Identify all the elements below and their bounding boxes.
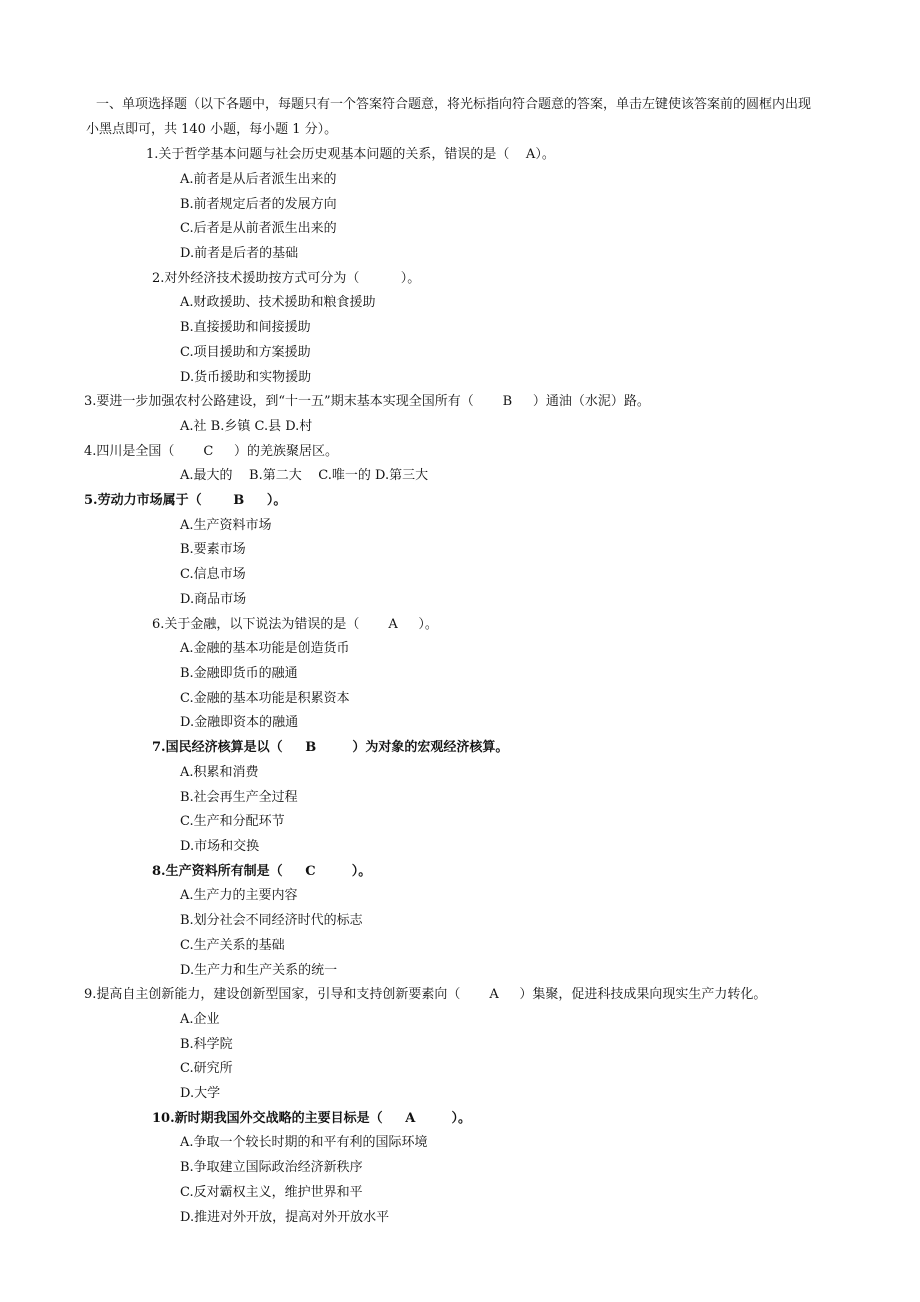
question-5-option-c: C.信息市场 [180,567,246,582]
question-8-option-a: A.生产力的主要内容 [180,888,298,903]
question-10-option-c: C.反对霸权主义，维护世界和平 [180,1185,363,1200]
question-1-option-a: A.前者是从后者派生出来的 [180,172,337,187]
question-1-option-c: C.后者是从前者派生出来的 [180,221,337,236]
question-3-stem: 3.要进一步加强农村公路建设，到“十一五”期末基本实现全国所有（ B ）通油（水泥）路。 [84,394,650,409]
question-10-option-d: D.推进对外开放，提高对外开放水平 [180,1210,390,1225]
section-heading-continued: 小黑点即可，共 140 小题，每小题 1 分）。 [86,122,338,137]
question-6-option-d: D.金融即资本的融通 [180,715,299,730]
question-10-stem: 10.新时期我国外交战略的主要目标是（ A ）。 [152,1111,472,1126]
question-4-options: A.最大的 B.第二大 C.唯一的 D.第三大 [180,468,429,483]
question-9-option-a: A.企业 [180,1012,220,1027]
question-9-stem: 9.提高自主创新能力，建设创新型国家，引导和支持创新要素向（ A ）集聚，促进科技成果向现实生产力转化。 [84,987,767,1002]
question-9-option-b: B.科学院 [180,1037,233,1052]
question-1-option-b: B.前者规定后者的发展方向 [180,197,337,212]
question-4-stem: 4.四川是全国（ C ）的羌族聚居区。 [84,444,338,459]
question-2-option-d: D.货币援助和实物援助 [180,370,312,385]
question-2-option-a: A.财政援助、技术援助和粮食援助 [180,295,376,310]
question-8-stem: 8.生产资料所有制是（ C ）。 [152,864,372,879]
question-5-option-a: A.生产资料市场 [180,518,272,533]
question-1-stem: 1.关于哲学基本问题与社会历史观基本问题的关系，错误的是（ A）。 [146,147,555,162]
question-5-option-b: B.要素市场 [180,542,246,557]
question-2-option-b: B.直接援助和间接援助 [180,320,311,335]
question-7-option-a: A.积累和消费 [180,765,259,780]
question-2-stem: 2.对外经济技术援助按方式可分为（ ）。 [152,271,421,286]
question-8-option-c: C.生产关系的基础 [180,938,285,953]
question-8-option-d: D.生产力和生产关系的统一 [180,963,338,978]
question-8-option-b: B.划分社会不同经济时代的标志 [180,913,363,928]
question-7-option-d: D.市场和交换 [180,839,260,854]
question-9-option-c: C.研究所 [180,1061,233,1076]
question-9-option-d: D.大学 [180,1086,221,1101]
section-heading: 一、单项选择题（以下各题中，每题只有一个答案符合题意，将光标指向符合题意的答案，单击左键使该答案前的圆框内出现 [96,97,812,112]
question-7-stem: 7.国民经济核算是以（ B ）为对象的宏观经济核算。 [152,740,509,755]
question-6-option-b: B.金融即货币的融通 [180,666,298,681]
question-10-option-a: A.争取一个较长时期的和平有利的国际环境 [180,1135,428,1150]
question-5-option-d: D.商品市场 [180,592,247,607]
question-10-option-b: B.争取建立国际政治经济新秩序 [180,1160,363,1175]
question-7-option-b: B.社会再生产全过程 [180,790,298,805]
question-5-stem: 5.劳动力市场属于（ B ）。 [84,493,287,508]
question-6-option-c: C.金融的基本功能是积累资本 [180,691,350,706]
question-2-option-c: C.项目援助和方案援助 [180,345,311,360]
question-6-option-a: A.金融的基本功能是创造货币 [180,641,350,656]
question-3-options: A.社 B.乡镇 C.县 D.村 [180,419,313,434]
question-1-option-d: D.前者是后者的基础 [180,246,299,261]
question-6-stem: 6.关于金融，以下说法为错误的是（ A ）。 [152,617,438,632]
question-7-option-c: C.生产和分配环节 [180,814,285,829]
